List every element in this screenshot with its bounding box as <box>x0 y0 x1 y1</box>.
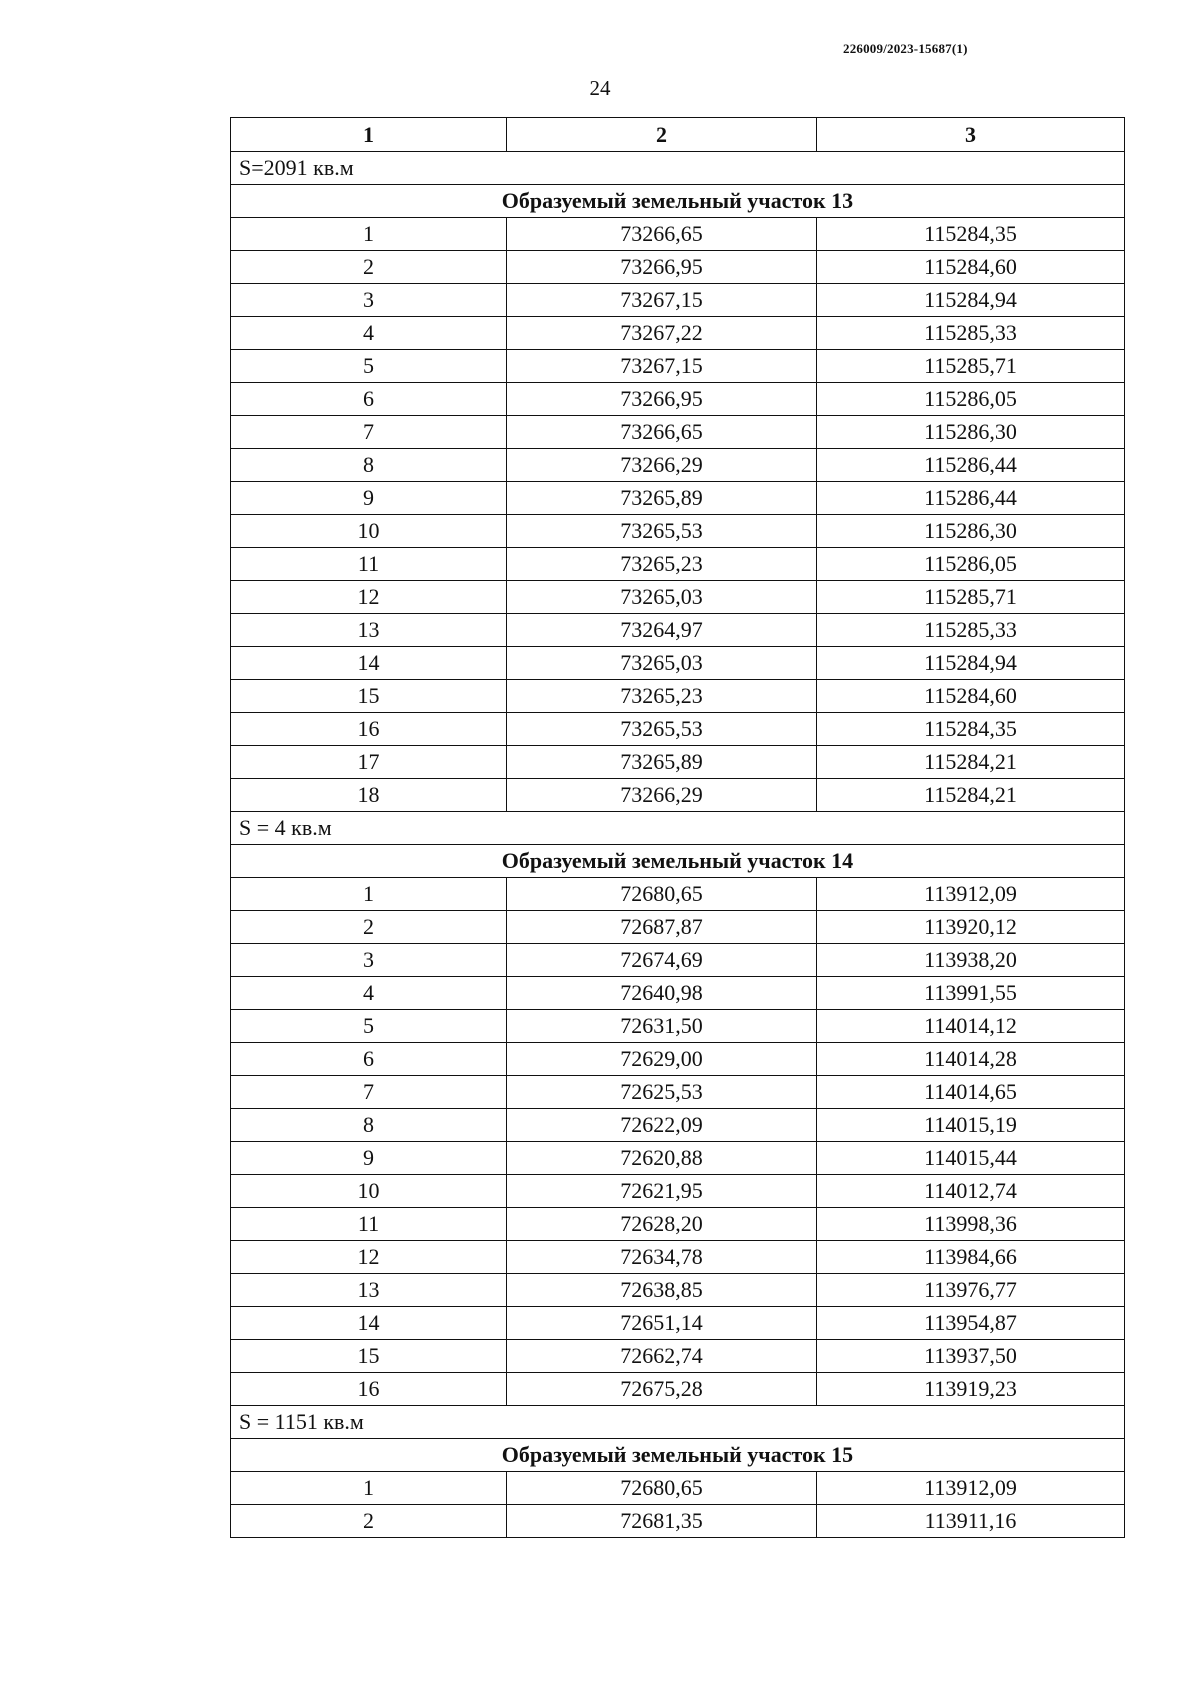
table-row <box>231 1274 1125 1307</box>
coordinate-x: 72680,65 <box>507 1472 817 1505</box>
point-number: 8 <box>231 1109 507 1142</box>
table-row <box>231 1505 1125 1538</box>
area-row <box>231 1406 1125 1439</box>
area-value: S = 1151 кв.м <box>231 1406 1125 1439</box>
point-number: 14 <box>231 1307 507 1340</box>
coordinate-y: 113991,55 <box>817 977 1125 1010</box>
table-row <box>231 779 1125 812</box>
table-row <box>231 416 1125 449</box>
coordinate-y: 115286,44 <box>817 449 1125 482</box>
coordinate-y: 115286,44 <box>817 482 1125 515</box>
area-value: S=2091 кв.м <box>231 152 1125 185</box>
coordinate-x: 72662,74 <box>507 1340 817 1373</box>
coordinate-y: 115286,30 <box>817 515 1125 548</box>
coordinate-y: 115285,71 <box>817 350 1125 383</box>
point-number: 1 <box>231 1472 507 1505</box>
table-row <box>231 647 1125 680</box>
table-row <box>231 317 1125 350</box>
table-row <box>231 1043 1125 1076</box>
point-number: 18 <box>231 779 507 812</box>
coordinate-y: 113954,87 <box>817 1307 1125 1340</box>
plot-title: Образуемый земельный участок 13 <box>231 185 1125 218</box>
coordinate-y: 113919,23 <box>817 1373 1125 1406</box>
document-registration-number: 226009/2023-15687(1) <box>843 41 968 56</box>
coordinate-x: 72674,69 <box>507 944 817 977</box>
column-header-3: 3 <box>817 118 1125 152</box>
coordinate-y: 113912,09 <box>817 878 1125 911</box>
column-header-1: 1 <box>231 118 507 152</box>
coordinate-x: 73265,23 <box>507 548 817 581</box>
table-row <box>231 218 1125 251</box>
plot-title: Образуемый земельный участок 14 <box>231 845 1125 878</box>
coordinate-x: 73264,97 <box>507 614 817 647</box>
table-row <box>231 350 1125 383</box>
coordinate-x: 73265,03 <box>507 581 817 614</box>
point-number: 13 <box>231 1274 507 1307</box>
coordinate-x: 73265,53 <box>507 515 817 548</box>
point-number: 4 <box>231 317 507 350</box>
coordinate-x: 72628,20 <box>507 1208 817 1241</box>
coordinate-y: 113937,50 <box>817 1340 1125 1373</box>
point-number: 13 <box>231 614 507 647</box>
coordinate-y: 113938,20 <box>817 944 1125 977</box>
table-row <box>231 614 1125 647</box>
coordinate-y: 113998,36 <box>817 1208 1125 1241</box>
coordinate-y: 113984,66 <box>817 1241 1125 1274</box>
coordinate-x: 72620,88 <box>507 1142 817 1175</box>
coordinates-table-body <box>231 118 1125 1538</box>
coordinate-y: 114015,19 <box>817 1109 1125 1142</box>
coordinates-table <box>230 117 1125 1538</box>
coordinate-y: 115284,94 <box>817 647 1125 680</box>
coordinate-x: 72634,78 <box>507 1241 817 1274</box>
coordinate-y: 114014,65 <box>817 1076 1125 1109</box>
plot-title: Образуемый земельный участок 15 <box>231 1439 1125 1472</box>
point-number: 1 <box>231 218 507 251</box>
table-row <box>231 1010 1125 1043</box>
coordinate-x: 73266,29 <box>507 779 817 812</box>
table-row <box>231 1109 1125 1142</box>
point-number: 12 <box>231 1241 507 1274</box>
point-number: 16 <box>231 1373 507 1406</box>
table-row <box>231 680 1125 713</box>
table-row <box>231 383 1125 416</box>
table-row <box>231 944 1125 977</box>
coordinate-y: 115284,94 <box>817 284 1125 317</box>
point-number: 15 <box>231 1340 507 1373</box>
point-number: 15 <box>231 680 507 713</box>
coordinate-y: 114015,44 <box>817 1142 1125 1175</box>
coordinate-y: 115285,71 <box>817 581 1125 614</box>
plot-title-row <box>231 1439 1125 1472</box>
point-number: 11 <box>231 1208 507 1241</box>
coordinate-x: 73265,23 <box>507 680 817 713</box>
coordinate-y: 113976,77 <box>817 1274 1125 1307</box>
coordinate-y: 113920,12 <box>817 911 1125 944</box>
point-number: 5 <box>231 1010 507 1043</box>
point-number: 11 <box>231 548 507 581</box>
point-number: 5 <box>231 350 507 383</box>
point-number: 7 <box>231 1076 507 1109</box>
coordinate-x: 72680,65 <box>507 878 817 911</box>
point-number: 16 <box>231 713 507 746</box>
coordinate-x: 72629,00 <box>507 1043 817 1076</box>
coordinate-y: 114012,74 <box>817 1175 1125 1208</box>
coordinate-x: 73266,95 <box>507 251 817 284</box>
point-number: 2 <box>231 251 507 284</box>
table-row <box>231 581 1125 614</box>
table-row <box>231 251 1125 284</box>
coordinate-x: 73266,95 <box>507 383 817 416</box>
coordinate-x: 72675,28 <box>507 1373 817 1406</box>
coordinate-x: 73265,03 <box>507 647 817 680</box>
coordinate-x: 73266,65 <box>507 416 817 449</box>
table-row <box>231 911 1125 944</box>
coordinate-y: 113912,09 <box>817 1472 1125 1505</box>
coordinate-x: 72631,50 <box>507 1010 817 1043</box>
table-row <box>231 515 1125 548</box>
table-row <box>231 878 1125 911</box>
coordinate-y: 115286,05 <box>817 548 1125 581</box>
coordinate-y: 115284,60 <box>817 251 1125 284</box>
coordinate-y: 115284,21 <box>817 779 1125 812</box>
coordinate-y: 115286,05 <box>817 383 1125 416</box>
table-row <box>231 449 1125 482</box>
point-number: 6 <box>231 1043 507 1076</box>
coordinate-y: 114014,28 <box>817 1043 1125 1076</box>
plot-title-row <box>231 185 1125 218</box>
table-header-row <box>231 118 1125 152</box>
coordinate-x: 72622,09 <box>507 1109 817 1142</box>
point-number: 3 <box>231 284 507 317</box>
coordinate-y: 115285,33 <box>817 614 1125 647</box>
page-number: 24 <box>589 76 611 100</box>
table-row <box>231 1340 1125 1373</box>
point-number: 4 <box>231 977 507 1010</box>
coordinate-y: 115286,30 <box>817 416 1125 449</box>
point-number: 2 <box>231 911 507 944</box>
table-row <box>231 1142 1125 1175</box>
coordinate-x: 72651,14 <box>507 1307 817 1340</box>
point-number: 2 <box>231 1505 507 1538</box>
table-row <box>231 1208 1125 1241</box>
area-value: S = 4 кв.м <box>231 812 1125 845</box>
area-row <box>231 812 1125 845</box>
point-number: 9 <box>231 1142 507 1175</box>
coordinate-x: 73265,89 <box>507 746 817 779</box>
coordinate-x: 73266,65 <box>507 218 817 251</box>
point-number: 1 <box>231 878 507 911</box>
table-row <box>231 482 1125 515</box>
table-row <box>231 284 1125 317</box>
coordinate-x: 73267,15 <box>507 350 817 383</box>
column-header-2: 2 <box>507 118 817 152</box>
point-number: 17 <box>231 746 507 779</box>
coordinate-x: 72681,35 <box>507 1505 817 1538</box>
coordinate-y: 115284,60 <box>817 680 1125 713</box>
table-row <box>231 746 1125 779</box>
table-row <box>231 977 1125 1010</box>
table-row <box>231 1175 1125 1208</box>
coordinate-x: 72640,98 <box>507 977 817 1010</box>
table-row <box>231 548 1125 581</box>
point-number: 9 <box>231 482 507 515</box>
coordinate-y: 115284,35 <box>817 218 1125 251</box>
point-number: 10 <box>231 515 507 548</box>
coordinate-y: 115284,21 <box>817 746 1125 779</box>
coordinate-x: 72625,53 <box>507 1076 817 1109</box>
coordinate-x: 72687,87 <box>507 911 817 944</box>
coordinate-x: 73267,15 <box>507 284 817 317</box>
coordinate-x: 72621,95 <box>507 1175 817 1208</box>
area-row <box>231 152 1125 185</box>
coordinate-y: 115285,33 <box>817 317 1125 350</box>
table-row <box>231 713 1125 746</box>
coordinate-y: 114014,12 <box>817 1010 1125 1043</box>
point-number: 3 <box>231 944 507 977</box>
point-number: 12 <box>231 581 507 614</box>
coordinate-y: 113911,16 <box>817 1505 1125 1538</box>
coordinate-x: 73267,22 <box>507 317 817 350</box>
point-number: 10 <box>231 1175 507 1208</box>
table-row <box>231 1373 1125 1406</box>
point-number: 6 <box>231 383 507 416</box>
point-number: 8 <box>231 449 507 482</box>
coordinate-x: 73265,53 <box>507 713 817 746</box>
table-row <box>231 1472 1125 1505</box>
coordinate-x: 72638,85 <box>507 1274 817 1307</box>
table-row <box>231 1307 1125 1340</box>
table-row <box>231 1241 1125 1274</box>
coordinate-x: 73265,89 <box>507 482 817 515</box>
coordinate-x: 73266,29 <box>507 449 817 482</box>
plot-title-row <box>231 845 1125 878</box>
table-row <box>231 1076 1125 1109</box>
point-number: 7 <box>231 416 507 449</box>
coordinate-y: 115284,35 <box>817 713 1125 746</box>
point-number: 14 <box>231 647 507 680</box>
